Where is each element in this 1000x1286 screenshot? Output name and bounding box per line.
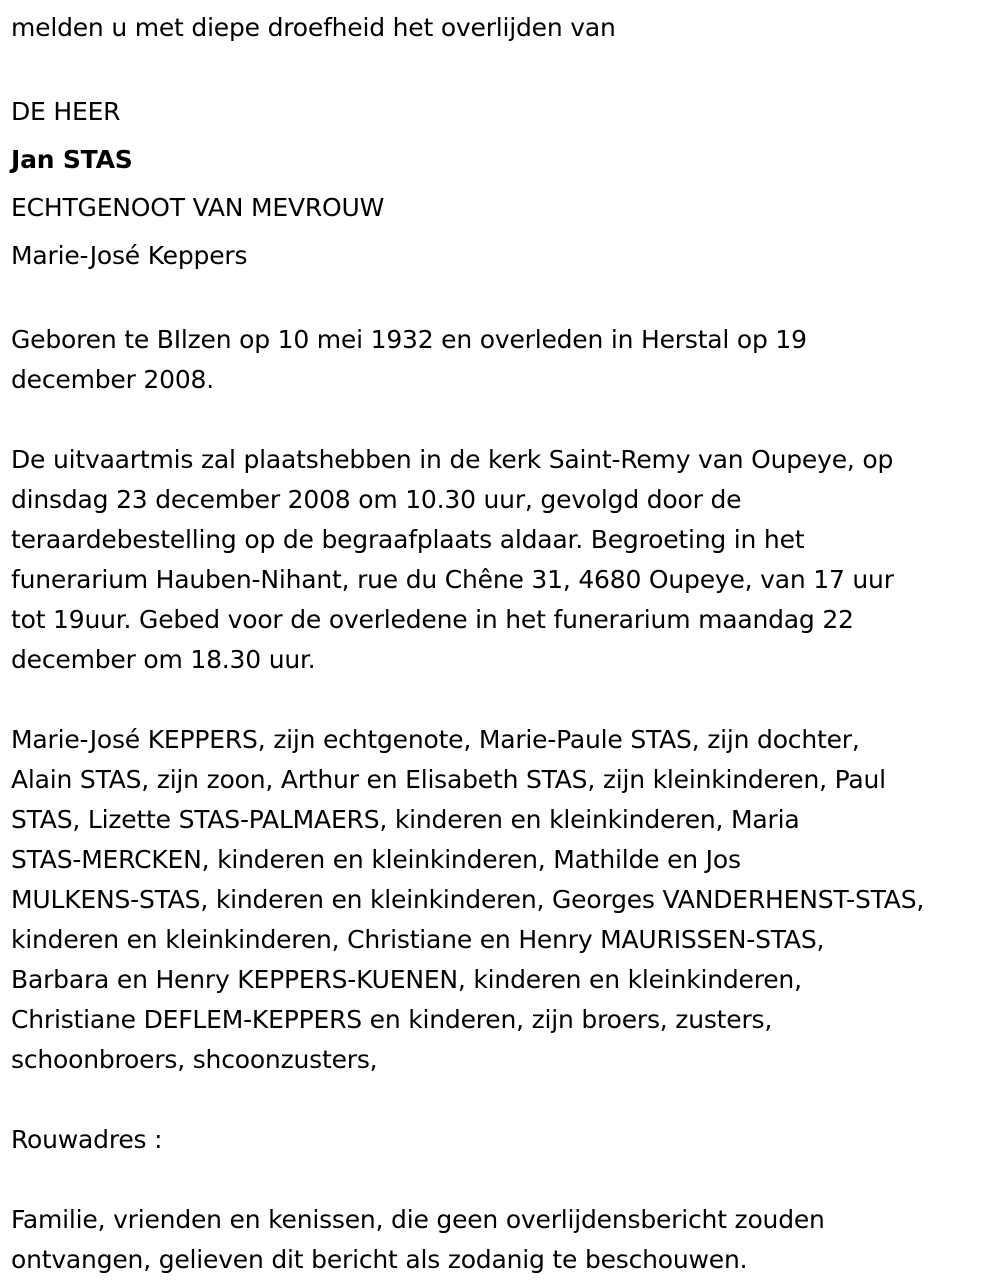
- paragraph-line: De uitvaartmis zal plaatshebben in de kerk Saint-Remy van Oupeye, op: [11, 445, 894, 474]
- obituary-document: [11, 8, 996, 1280]
- paragraph-line: STAS, Lizette STAS-PALMAERS, kinderen en kleinkinderen, Maria: [11, 805, 800, 834]
- family-paragraph: [11, 720, 996, 1080]
- intro-text: melden u met diepe droefheid het overlijden van: [11, 13, 616, 42]
- spacer: [11, 400, 996, 440]
- spacer: [11, 1160, 996, 1200]
- paragraph-line: ontvangen, gelieven dit bericht als zodanig te beschouwen.: [11, 1245, 748, 1274]
- paragraph-line: funerarium Hauben-Nihant, rue du Chêne 31, 4680 Oupeye, van 17 uur: [11, 565, 894, 594]
- address-label: Rouwadres :: [11, 1125, 163, 1154]
- paragraph-line: Marie-José KEPPERS, zijn echtgenote, Marie-Paule STAS, zijn dochter,: [11, 725, 860, 754]
- deceased-name: Jan STAS: [11, 145, 133, 174]
- paragraph-line: Geboren te BIlzen op 10 mei 1932 en overleden in Herstal op 19: [11, 325, 807, 354]
- paragraph-line: Alain STAS, zijn zoon, Arthur en Elisabeth STAS, zijn kleinkinderen, Paul: [11, 765, 886, 794]
- paragraph-line: dinsdag 23 december 2008 om 10.30 uur, gevolgd door de: [11, 485, 742, 514]
- paragraph-line: tot 19uur. Gebed voor de overledene in het funerarium maandag 22: [11, 605, 854, 634]
- paragraph-line: december 2008.: [11, 365, 214, 394]
- paragraph-line: Barbara en Henry KEPPERS-KUENEN, kinderen en kleinkinderen,: [11, 965, 802, 994]
- paragraph-line: schoonbroers, shcoonzusters,: [11, 1045, 378, 1074]
- spouse-name: Marie-José Keppers: [11, 241, 248, 270]
- spacer: [11, 48, 996, 88]
- paragraph-line: STAS-MERCKEN, kinderen en kleinkinderen, Mathilde en Jos: [11, 845, 741, 874]
- ceremony-paragraph: [11, 440, 996, 680]
- spouse-label: ECHTGENOOT VAN MEVROUW: [11, 193, 385, 222]
- paragraph-line: MULKENS-STAS, kinderen en kleinkinderen, Georges VANDERHENST-STAS,: [11, 885, 925, 914]
- spacer: [11, 1080, 996, 1120]
- paragraph-line: Familie, vrienden en kenissen, die geen overlijdensbericht zouden: [11, 1205, 825, 1234]
- spacer: [11, 680, 996, 720]
- closing-paragraph: [11, 1200, 996, 1280]
- paragraph-line: kinderen en kleinkinderen, Christiane en Henry MAURISSEN-STAS,: [11, 925, 825, 954]
- paragraph-line: Christiane DEFLEM-KEPPERS en kinderen, zijn broers, zusters,: [11, 1005, 773, 1034]
- paragraph-line: december om 18.30 uur.: [11, 645, 316, 674]
- birth-death-paragraph: [11, 320, 996, 400]
- deceased-title: DE HEER: [11, 97, 121, 126]
- paragraph-line: teraardebestelling op de begraafplaats aldaar. Begroeting in het: [11, 525, 805, 554]
- spacer: [11, 280, 996, 320]
